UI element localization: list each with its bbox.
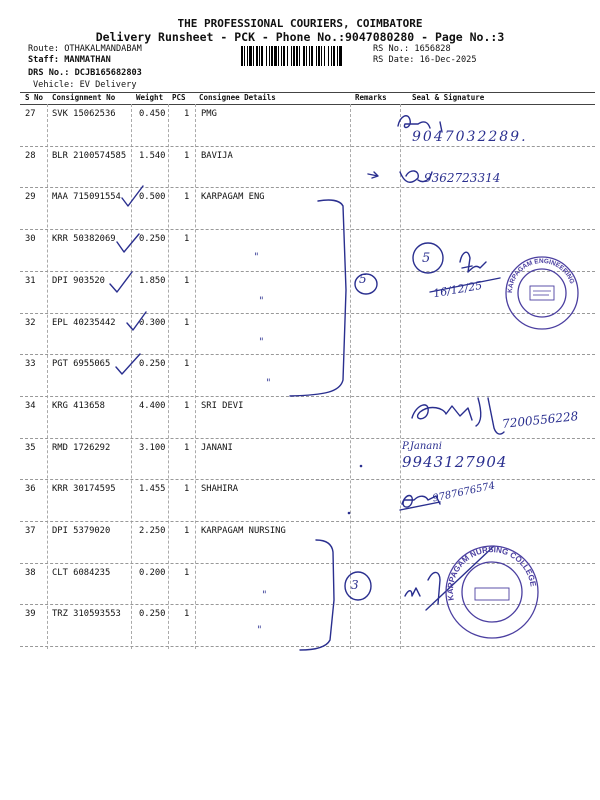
row-weight: 0.200 xyxy=(139,567,166,578)
row-consignment-no: CLT 6084235 xyxy=(52,567,111,578)
row-sno: 39 xyxy=(25,609,36,620)
handwritten-name: P.Janani xyxy=(402,441,442,452)
row-consignee: KARPAGAM ENG xyxy=(201,192,265,203)
col-divider xyxy=(131,104,132,649)
row-consignee: KARPAGAM NURSING xyxy=(201,526,286,536)
row-divider xyxy=(20,396,595,397)
drs-value: DCJB165682803 xyxy=(74,68,142,78)
row-sno: 32 xyxy=(25,317,36,328)
row-consignment-no: PGT 6955065 xyxy=(52,359,111,370)
row-divider xyxy=(20,646,595,647)
handwritten-count: 5 xyxy=(422,251,431,266)
barcode xyxy=(241,46,368,66)
route-label: Route: xyxy=(28,44,60,54)
row-sno: 31 xyxy=(25,275,36,286)
col-divider xyxy=(168,104,169,649)
signature xyxy=(412,398,504,434)
row-pcs: 1 xyxy=(184,484,190,495)
col-divider xyxy=(47,104,48,649)
row-sno: 30 xyxy=(25,234,36,245)
ditto-mark: " xyxy=(257,625,262,636)
row-pcs: 1 xyxy=(184,275,190,286)
row-pcs: 1 xyxy=(184,442,190,453)
row-divider xyxy=(20,146,595,147)
row-divider xyxy=(20,229,595,230)
college-stamp xyxy=(446,546,538,638)
route-value: OTHAKALMANDABAM xyxy=(64,44,142,54)
handwritten-phone: 7200556228 xyxy=(501,409,579,431)
col-consignee: Consignee Details xyxy=(199,93,276,102)
vehicle-line xyxy=(33,79,137,92)
company-title: THE PROFESSIONAL COURIERS, COIMBATORE xyxy=(177,17,423,30)
check-mark xyxy=(116,354,140,374)
row-consignee: SHAHIRA xyxy=(201,484,239,495)
ditto-mark: " xyxy=(259,296,264,307)
runsheet-subtitle: Delivery Runsheet - PCK - Phone No.:9047080280 - Page No.:3 xyxy=(95,30,505,44)
row-divider xyxy=(20,187,595,188)
row-weight: 0.250 xyxy=(139,234,166,245)
check-mark xyxy=(117,234,139,252)
signature xyxy=(460,252,486,272)
staff-line xyxy=(28,54,111,67)
row-weight: 2.250 xyxy=(139,526,166,536)
row-weight: 1.540 xyxy=(139,150,166,161)
handwritten-phone: 9787676574 xyxy=(431,480,497,505)
rs-no-line xyxy=(373,44,477,55)
row-sno: 37 xyxy=(25,526,36,536)
stamp-text: KARPAGAM ENGINEERING xyxy=(506,257,576,294)
rs-no-value: 1656828 xyxy=(414,44,451,54)
row-consignment-no: KRR 50382069 xyxy=(52,234,116,245)
row-consignment-no: KRG 413658 xyxy=(52,400,105,411)
ditto-mark: " xyxy=(254,252,259,263)
row-consignee: SRI DEVI xyxy=(201,400,244,411)
row-pcs: 1 xyxy=(184,359,190,370)
row-weight: 4.400 xyxy=(139,400,166,411)
rs-date-value: 16-Dec-2025 xyxy=(419,55,477,65)
staff-value: MANMATHAN xyxy=(64,55,111,65)
col-weight: Weight xyxy=(136,93,164,102)
drs-label: DRS No.: xyxy=(28,68,70,78)
check-mark xyxy=(110,272,132,292)
row-consignee: PMG xyxy=(201,109,217,119)
row-consignment-no: SVK 15062536 xyxy=(52,109,116,119)
rs-date-label: RS Date: xyxy=(373,55,415,65)
rs-no-label: RS No.: xyxy=(373,44,410,54)
row-weight: 1.850 xyxy=(139,275,166,286)
row-pcs: 1 xyxy=(184,400,190,411)
row-weight: 0.500 xyxy=(139,192,166,203)
rs-info xyxy=(373,44,477,66)
row-sno: 38 xyxy=(25,567,36,578)
row-pcs: 1 xyxy=(184,317,190,328)
row-divider xyxy=(20,479,595,480)
row-divider xyxy=(20,438,595,439)
row-weight: 0.250 xyxy=(139,359,166,370)
row-sno: 33 xyxy=(25,359,36,370)
row-weight: 0.250 xyxy=(139,609,166,620)
row-pcs: 1 xyxy=(184,109,190,119)
signature xyxy=(368,172,378,178)
row-consignment-no: KRR 30174595 xyxy=(52,484,116,495)
row-sno: 34 xyxy=(25,400,36,411)
row-pcs: 1 xyxy=(184,150,190,161)
row-pcs: 1 xyxy=(184,234,190,245)
handwritten-date: 16/12/25 xyxy=(432,278,484,301)
row-weight: 0.300 xyxy=(139,317,166,328)
row-consignment-no: DPI 903520 xyxy=(52,275,105,286)
row-sno: 36 xyxy=(25,484,36,495)
row-pcs: 1 xyxy=(184,609,190,620)
row-divider xyxy=(20,271,595,272)
ditto-mark: " xyxy=(266,378,271,389)
row-consignment-no: RMD 1726292 xyxy=(52,442,111,453)
row-weight: 3.100 xyxy=(139,442,166,453)
handwritten-phone: 9362723314 xyxy=(424,171,501,185)
row-divider xyxy=(20,313,595,314)
col-seal-signature: Seal & Signature xyxy=(412,93,485,102)
col-sno: S No xyxy=(25,93,44,102)
col-divider xyxy=(400,104,401,649)
handwritten-phone: 9047032289. xyxy=(412,129,528,145)
row-sno: 29 xyxy=(25,192,36,203)
row-consignment-no: MAA 715091554 xyxy=(52,192,121,203)
rs-date-line xyxy=(373,55,477,66)
row-consignment-no: DPI 5379020 xyxy=(52,526,111,536)
ditto-mark: " xyxy=(259,337,264,348)
stamp-text: KARPAGAM NURSING COLLEGE xyxy=(445,545,538,602)
row-pcs: 1 xyxy=(184,526,190,536)
row-divider xyxy=(20,521,595,522)
row-divider xyxy=(20,563,595,564)
handwritten-count: 5 xyxy=(359,272,367,286)
handwritten-phone: 9943127904 xyxy=(402,453,508,471)
row-divider xyxy=(20,604,595,605)
table-header-rule xyxy=(20,104,595,105)
vehicle-value: EV Delivery xyxy=(79,80,137,90)
row-sno: 35 xyxy=(25,442,36,453)
staff-label: Staff: xyxy=(28,55,60,65)
row-consignment-no: TRZ 310593553 xyxy=(52,609,121,620)
handwritten-count: 3 xyxy=(351,578,359,592)
row-weight: 0.450 xyxy=(139,109,166,119)
row-consignment-no: EPL 40235442 xyxy=(52,317,116,328)
col-remarks: Remarks xyxy=(355,93,387,102)
row-consignment-no: BLR 2100574585 xyxy=(52,150,127,161)
row-pcs: 1 xyxy=(184,567,190,578)
signature xyxy=(405,572,440,604)
row-consignee: BAVIJA xyxy=(201,150,233,161)
row-pcs: 1 xyxy=(184,192,190,203)
row-consignee: JANANI xyxy=(201,442,233,453)
col-divider xyxy=(350,104,351,649)
ditto-mark: " xyxy=(262,590,267,601)
college-stamp xyxy=(506,257,578,329)
col-divider xyxy=(195,104,196,649)
col-pcs: PCS xyxy=(172,93,186,102)
row-weight: 1.455 xyxy=(139,484,166,495)
group-bracket xyxy=(300,540,334,650)
row-sno: 28 xyxy=(25,150,36,161)
row-divider xyxy=(20,354,595,355)
vehicle-label: Vehicle: xyxy=(33,80,75,90)
signature xyxy=(426,546,494,610)
row-sno: 27 xyxy=(25,109,36,119)
col-consignment: Consignment No xyxy=(52,93,116,102)
